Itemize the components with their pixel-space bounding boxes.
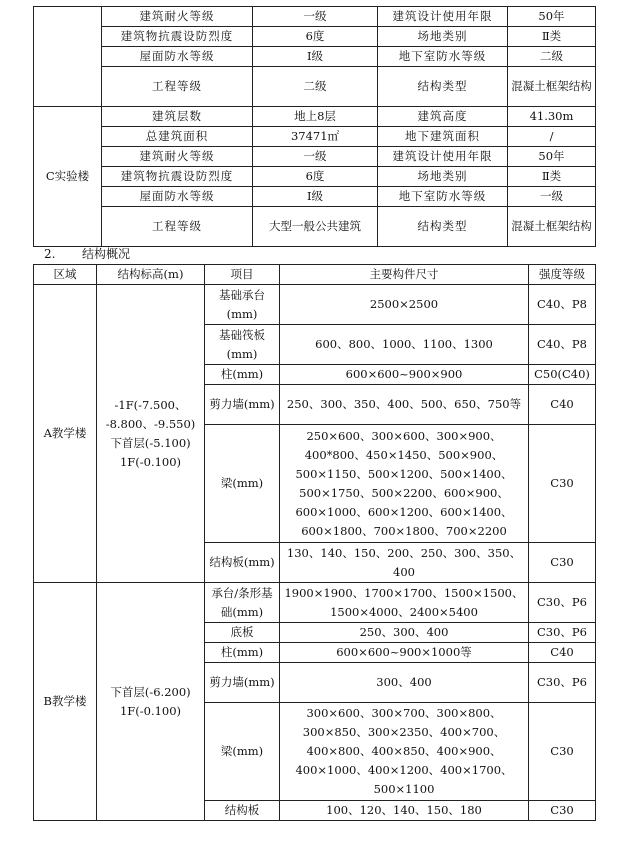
grade-cell: C30、P6 bbox=[529, 663, 596, 703]
zone-cell-a-continued bbox=[34, 7, 102, 107]
structure-table bbox=[33, 264, 596, 821]
item-cell: 剪力墙(mm) bbox=[205, 663, 280, 703]
info-label: 工程等级 bbox=[102, 67, 253, 107]
size-cell: 130、140、150、200、250、300、350、400 bbox=[280, 543, 529, 583]
elevation-cell-a bbox=[97, 285, 205, 583]
info-value: 混凝土框架结构 bbox=[508, 67, 596, 107]
item-cell: 承台/条形基础(mm) bbox=[205, 583, 280, 623]
info-value: Ⅱ类 bbox=[508, 27, 596, 47]
grade-cell: C30 bbox=[529, 543, 596, 583]
section-title: 结构概况 bbox=[82, 247, 131, 261]
info-value: 一级 bbox=[253, 7, 378, 27]
info-label: 工程等级 bbox=[102, 207, 253, 247]
column-header: 结构标高(m) bbox=[97, 265, 205, 285]
info-label: 建筑设计使用年限 bbox=[378, 7, 508, 27]
size-cell: 250、300、400 bbox=[280, 623, 529, 643]
column-header: 主要构件尺寸 bbox=[280, 265, 529, 285]
info-label: 建筑物抗震设防烈度 bbox=[102, 27, 253, 47]
info-label: 地下室防水等级 bbox=[378, 187, 508, 207]
item-cell: 梁(mm) bbox=[205, 425, 280, 543]
size-cell: 1900×1900、1700×1700、1500×1500、1500×4000、2400×5400 bbox=[280, 583, 529, 623]
section-heading bbox=[44, 244, 130, 264]
info-label: 建筑物抗震设防烈度 bbox=[102, 167, 253, 187]
info-value: 一级 bbox=[508, 187, 596, 207]
size-cell: 300、400 bbox=[280, 663, 529, 703]
info-value: 6度 bbox=[253, 167, 378, 187]
info-value: 一级 bbox=[253, 147, 378, 167]
info-label: 建筑设计使用年限 bbox=[378, 147, 508, 167]
info-label: 地下室防水等级 bbox=[378, 47, 508, 67]
item-cell: 基础承台(mm) bbox=[205, 285, 280, 325]
info-value: 地上8层 bbox=[253, 107, 378, 127]
info-value: Ⅰ级 bbox=[253, 187, 378, 207]
grade-cell: C50(C40) bbox=[529, 365, 596, 385]
size-cell: 600×600~900×900 bbox=[280, 365, 529, 385]
info-value: / bbox=[508, 127, 596, 147]
info-value: 50年 bbox=[508, 7, 596, 27]
size-cell: 250×600、300×600、300×900、400*800、450×1450、500×900、500×1150、500×1200、500×1400、500×1750、500×2200、600×900、600×1000、600×1200、600×1400、600×1800、700×1800、700×2200 bbox=[280, 425, 529, 543]
info-value: 混凝土框架结构 bbox=[508, 207, 596, 247]
info-label: 屋面防水等级 bbox=[102, 47, 253, 67]
item-cell: 结构板(mm) bbox=[205, 543, 280, 583]
grade-cell: C40 bbox=[529, 643, 596, 663]
info-label: 场地类别 bbox=[378, 167, 508, 187]
item-cell: 剪力墙(mm) bbox=[205, 385, 280, 425]
info-value: 41.30m bbox=[508, 107, 596, 127]
table-header-row bbox=[34, 265, 596, 285]
grade-cell: C30 bbox=[529, 425, 596, 543]
info-value: 二级 bbox=[253, 67, 378, 107]
elevation-line: 下首层(-5.100) bbox=[110, 435, 191, 450]
table-row bbox=[34, 285, 596, 325]
size-cell: 2500×2500 bbox=[280, 285, 529, 325]
grade-cell: C40、P8 bbox=[529, 285, 596, 325]
table-row bbox=[34, 583, 596, 623]
grade-cell: C40 bbox=[529, 385, 596, 425]
info-label: 建筑高度 bbox=[378, 107, 508, 127]
info-value: Ⅱ类 bbox=[508, 167, 596, 187]
grade-cell: C30、P6 bbox=[529, 623, 596, 643]
column-header: 项目 bbox=[205, 265, 280, 285]
item-cell: 柱(mm) bbox=[205, 643, 280, 663]
elevation-line: 1F(-0.100) bbox=[119, 703, 182, 718]
size-cell: 600、800、1000、1100、1300 bbox=[280, 325, 529, 365]
column-header: 区域 bbox=[34, 265, 97, 285]
item-cell: 基础筏板(mm) bbox=[205, 325, 280, 365]
column-header: 强度等级 bbox=[529, 265, 596, 285]
item-cell: 结构板 bbox=[205, 801, 280, 821]
size-cell: 600×600~900×1000等 bbox=[280, 643, 529, 663]
elevation-line: 下首层(-6.200) bbox=[110, 684, 191, 699]
zone-cell-b: B教学楼 bbox=[34, 583, 97, 821]
info-label: 建筑耐火等级 bbox=[102, 147, 253, 167]
info-value: 二级 bbox=[508, 47, 596, 67]
info-value: Ⅰ级 bbox=[253, 47, 378, 67]
zone-cell-c: C实验楼 bbox=[34, 107, 102, 247]
info-value: 大型一般公共建筑 bbox=[253, 207, 378, 247]
info-value: 50年 bbox=[508, 147, 596, 167]
grade-cell: C30 bbox=[529, 801, 596, 821]
elevation-line: -8.800、-9.550) bbox=[105, 416, 196, 431]
info-label: 建筑耐火等级 bbox=[102, 7, 253, 27]
item-cell: 梁(mm) bbox=[205, 703, 280, 801]
info-label: 场地类别 bbox=[378, 27, 508, 47]
info-label: 结构类型 bbox=[378, 207, 508, 247]
info-label: 建筑层数 bbox=[102, 107, 253, 127]
item-cell: 柱(mm) bbox=[205, 365, 280, 385]
info-label: 结构类型 bbox=[378, 67, 508, 107]
info-label: 地下建筑面积 bbox=[378, 127, 508, 147]
elevation-line: -1F(-7.500、 bbox=[114, 397, 187, 412]
zone-cell-a: A教学楼 bbox=[34, 285, 97, 583]
size-cell: 250、300、350、400、500、650、750等 bbox=[280, 385, 529, 425]
info-value: 37471㎡ bbox=[253, 127, 378, 147]
elevation-line: 1F(-0.100) bbox=[119, 454, 182, 469]
building-info-table bbox=[33, 6, 596, 247]
item-cell: 底板 bbox=[205, 623, 280, 643]
elevation-cell-b bbox=[97, 583, 205, 821]
grade-cell: C40、P8 bbox=[529, 325, 596, 365]
info-label: 总建筑面积 bbox=[102, 127, 253, 147]
size-cell: 300×600、300×700、300×800、300×850、300×2350、400×700、400×800、400×850、400×900、400×1000、400×1200、400×1700、500×1100 bbox=[280, 703, 529, 801]
grade-cell: C30 bbox=[529, 703, 596, 801]
section-number: 2. bbox=[44, 247, 56, 261]
info-label: 屋面防水等级 bbox=[102, 187, 253, 207]
grade-cell: C30、P6 bbox=[529, 583, 596, 623]
info-value: 6度 bbox=[253, 27, 378, 47]
size-cell: 100、120、140、150、180 bbox=[280, 801, 529, 821]
